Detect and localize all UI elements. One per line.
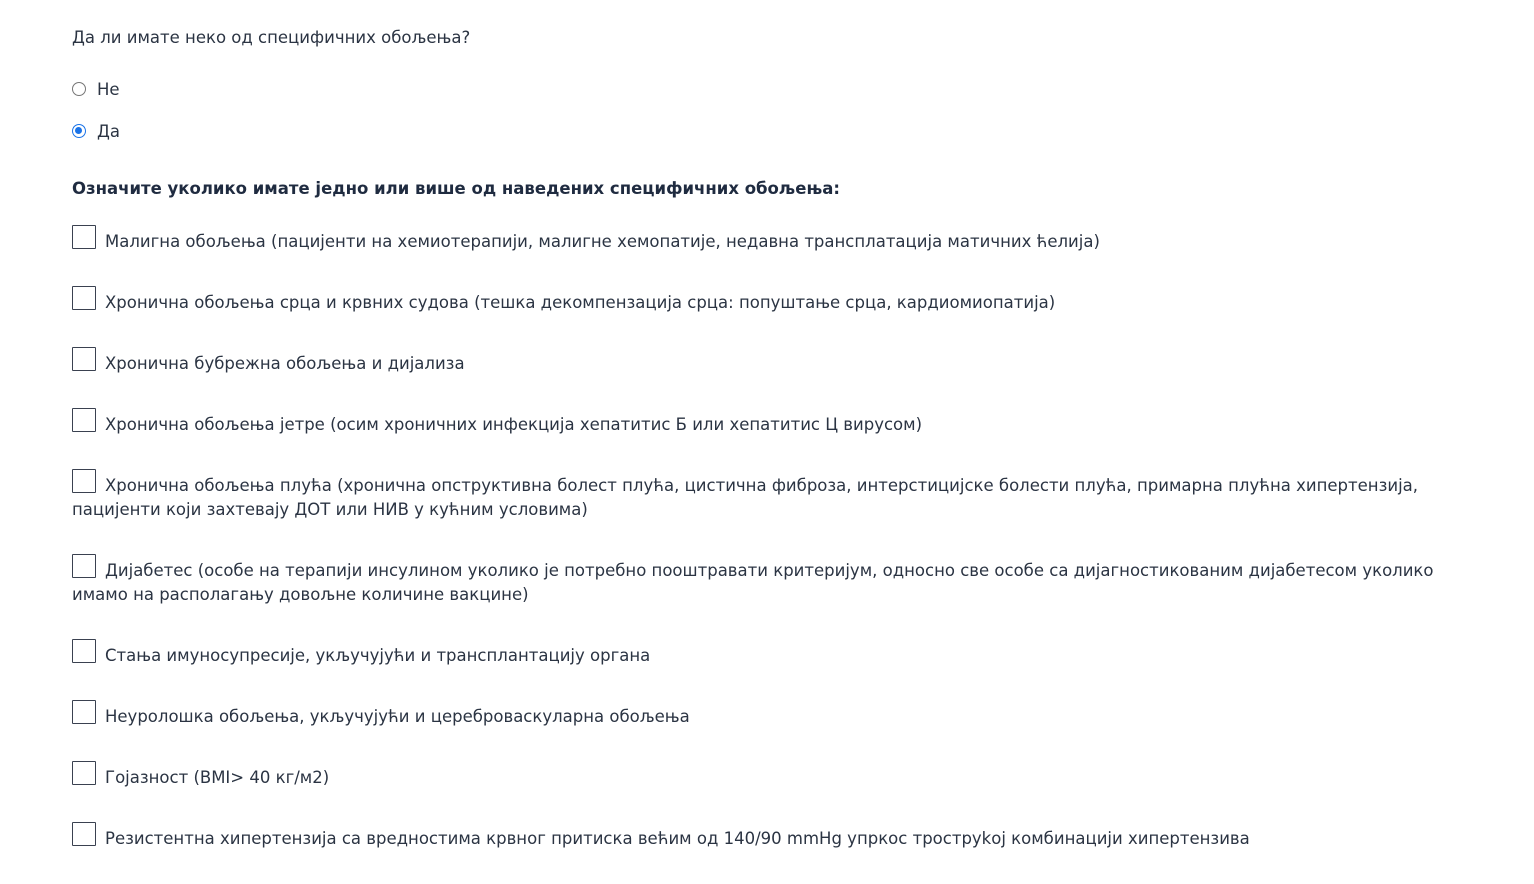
condition-label: Неуролошка обољења, укључујући и цереброваскуларна обољења — [105, 707, 690, 726]
checkbox-liver[interactable] — [72, 408, 96, 432]
checkbox-obesity[interactable] — [72, 761, 96, 785]
checkbox-kidney[interactable] — [72, 347, 96, 371]
condition-item-malignant — [72, 225, 1452, 254]
condition-label: Дијабетес (особе на терапији инсулином уколико је потребно пооштравати критеријум, односно све особе са дијагностикованим дијабетесом уколико имамо на располагању довољне количине вакцине) — [72, 561, 1434, 604]
checkbox-neurological[interactable] — [72, 700, 96, 724]
checkbox-lung[interactable] — [72, 469, 96, 493]
checkbox-malignant[interactable] — [72, 225, 96, 249]
condition-item-liver — [72, 408, 1452, 437]
condition-item-obesity — [72, 761, 1452, 790]
radio-option-yes[interactable] — [72, 122, 120, 141]
condition-label: Гојазност (BMI> 40 кг/м2) — [105, 768, 330, 787]
radio-no[interactable] — [72, 82, 86, 96]
section-title: Означите уколико имате једно или више од наведених специфичних обољења: — [72, 179, 840, 198]
condition-label: Стања имуносупресије, укључујући и трансплантацију органа — [105, 646, 651, 665]
condition-item-diabetes — [72, 554, 1452, 607]
condition-item-immunosuppression — [72, 639, 1452, 668]
condition-label: Хронична обољења плућа (хронична опструктивна болест плућа, цистична фиброза, интерстицијске болести плућа, примарна плућна хипертензија, пацијенти који захтевају ДОТ или НИВ у кућним условима) — [72, 476, 1419, 519]
condition-label: Хронична обољења јетре (осим хроничних инфекција хепатитис Б или хепатитис Ц вирусом) — [105, 415, 923, 434]
radio-yes-label: Да — [97, 122, 121, 141]
checkbox-diabetes[interactable] — [72, 554, 96, 578]
checkbox-hypertension[interactable] — [72, 822, 96, 846]
radio-option-no[interactable] — [72, 80, 120, 99]
condition-item-neurological — [72, 700, 1452, 729]
condition-label: Хронична обољења срца и крвних судова (тешка декомпензација срца: попуштање срца, кардиомиопатија) — [105, 293, 1056, 312]
checkbox-heart[interactable] — [72, 286, 96, 310]
question-label: Да ли имате неко од специфичних обољења? — [72, 28, 471, 47]
condition-label: Малигна обољења (пацијенти на хемиотерапији, малигне хемопатије, недавна трансплатација матичних ћелија) — [105, 232, 1100, 251]
radio-no-label: Не — [97, 80, 120, 99]
condition-item-heart — [72, 286, 1452, 315]
condition-item-lung — [72, 469, 1452, 522]
radio-yes[interactable] — [72, 124, 86, 138]
condition-item-hypertension — [72, 822, 1452, 851]
condition-item-kidney — [72, 347, 1452, 376]
checkbox-immunosuppression[interactable] — [72, 639, 96, 663]
condition-label: Хронична бубрежна обољења и дијализа — [105, 354, 465, 373]
condition-label: Резистентна хипертензија са вредностима крвног притиска већим од 140/90 mmHg упркос троструkој комбинацији хипертензива — [105, 829, 1250, 848]
